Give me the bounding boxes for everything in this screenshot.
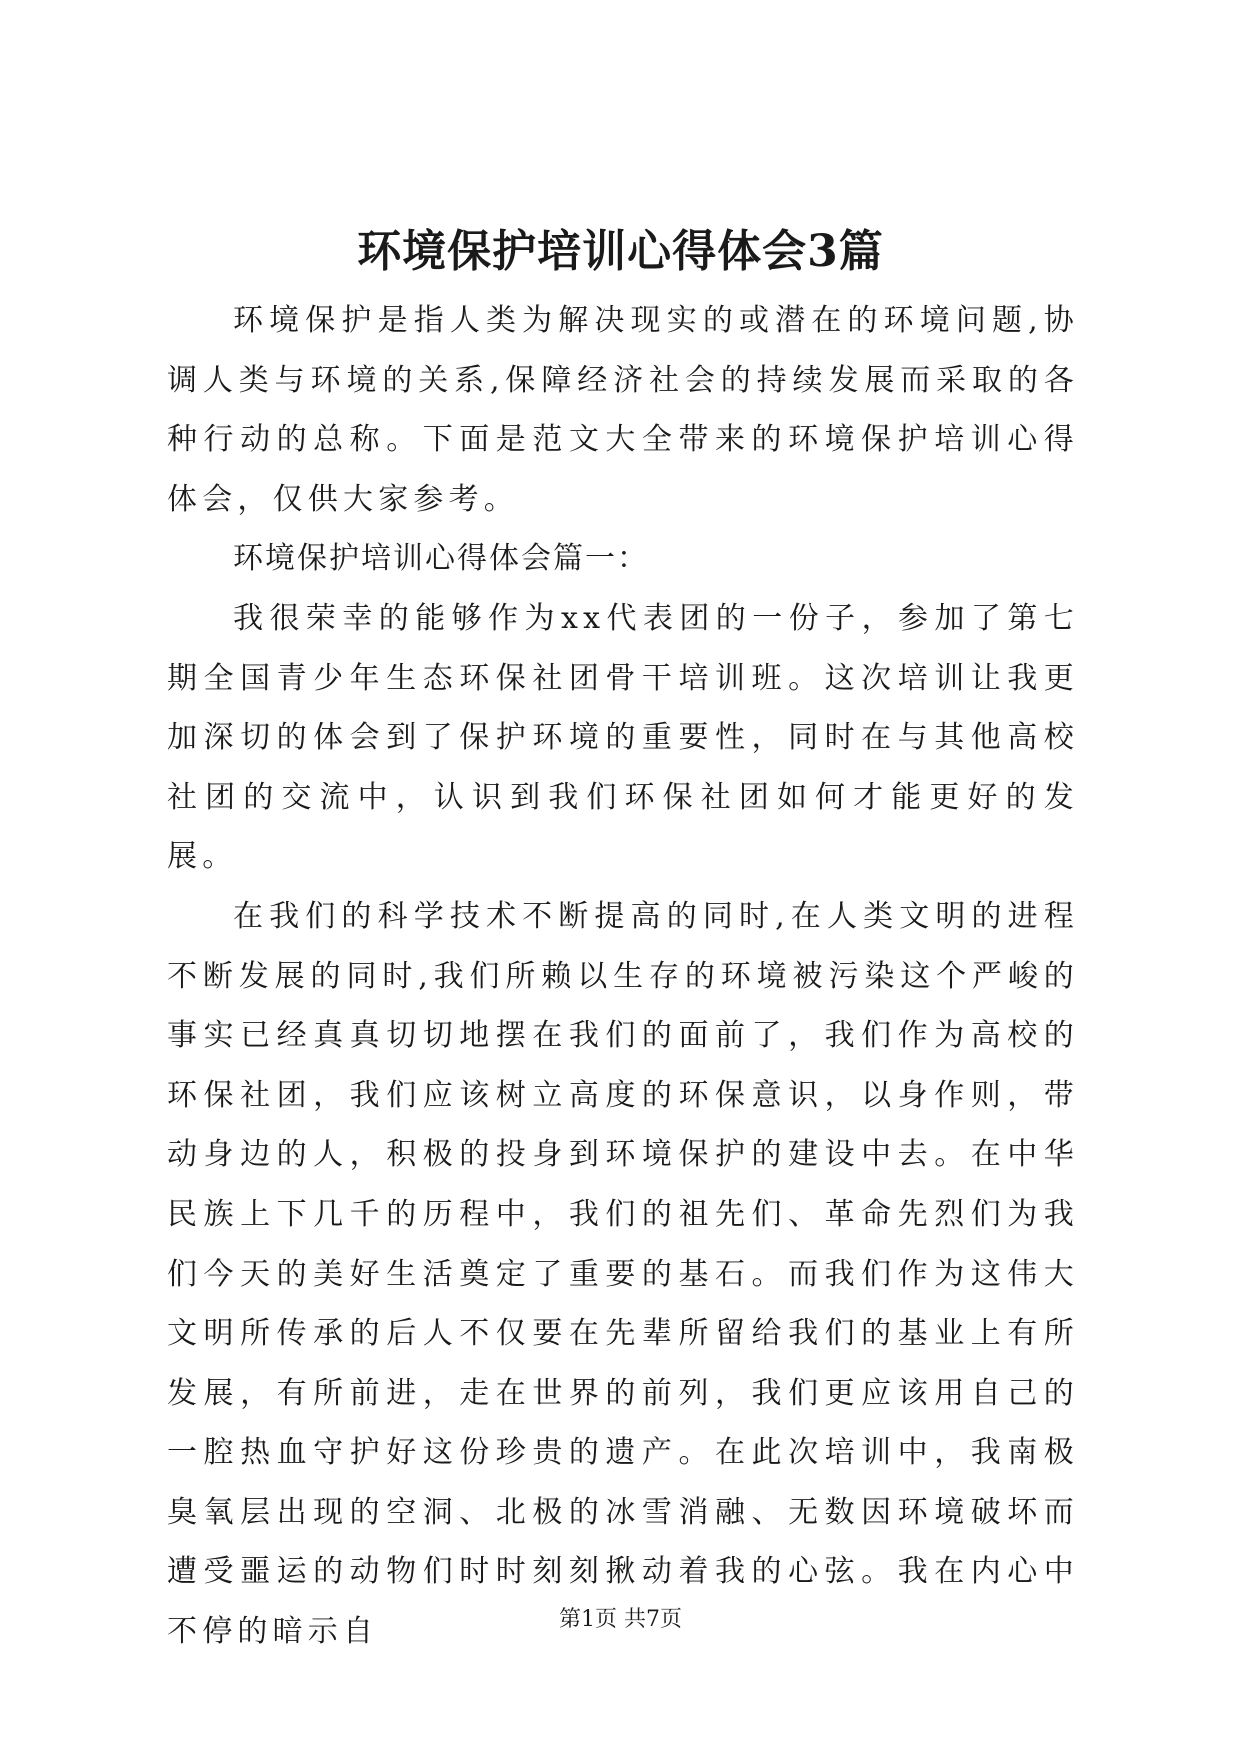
page-number: 第1页 共7页: [559, 1607, 682, 1632]
section-heading: 环境保护培训心得体会篇一：: [233, 541, 649, 577]
intro-paragraph: 环境保护是指人类为解决现实的或潜在的环境问题,协调人类与环境的关系,保障经济社会的持续发展而采取的各种行动的总称。下面是范文大全带来的环境保护培训心得体会，仅供大家参考。: [167, 303, 1079, 517]
document-body: [167, 291, 1079, 1662]
document-title: 环境保护培训心得体会3篇: [357, 226, 884, 277]
body-paragraph: 我很荣幸的能够作为xx代表团的一份子，参加了第七期全国青少年生态环保社团骨干培训班。这次培训让我更加深切的体会到了保护环境的重要性，同时在与其他高校社团的交流中，认识到我们环保社团如何才能更好的发展。: [167, 600, 1079, 875]
body-paragraph: 在我们的科学技术不断提高的同时,在人类文明的进程不断发展的同时,我们所赖以生存的环境被污染这个严峻的事实已经真真切切地摆在我们的面前了，我们作为高校的环保社团，我们应该树立高度的环保意识，以身作则，带动身边的人，积极的投身到环境保护的建设中去。在中华民族上下几千的历程中，我们的祖先们、革命先烈们为我们今天的美好生活奠定了重要的基石。而我们作为这伟大文明所传承的后人不仅要在先辈所留给我们的基业上有所发展，有所前进，走在世界的前列，我们更应该用自己的一腔热血守护好这份珍贵的遗产。在此次培训中，我南极臭氧层出现的空洞、北极的冰雪消融、无数因环境破坏而遭受噩运的动物们时时刻刻揪动着我的心弦。我在内心中不停的暗示自: [167, 898, 1079, 1650]
page-footer: [0, 1605, 1241, 1635]
